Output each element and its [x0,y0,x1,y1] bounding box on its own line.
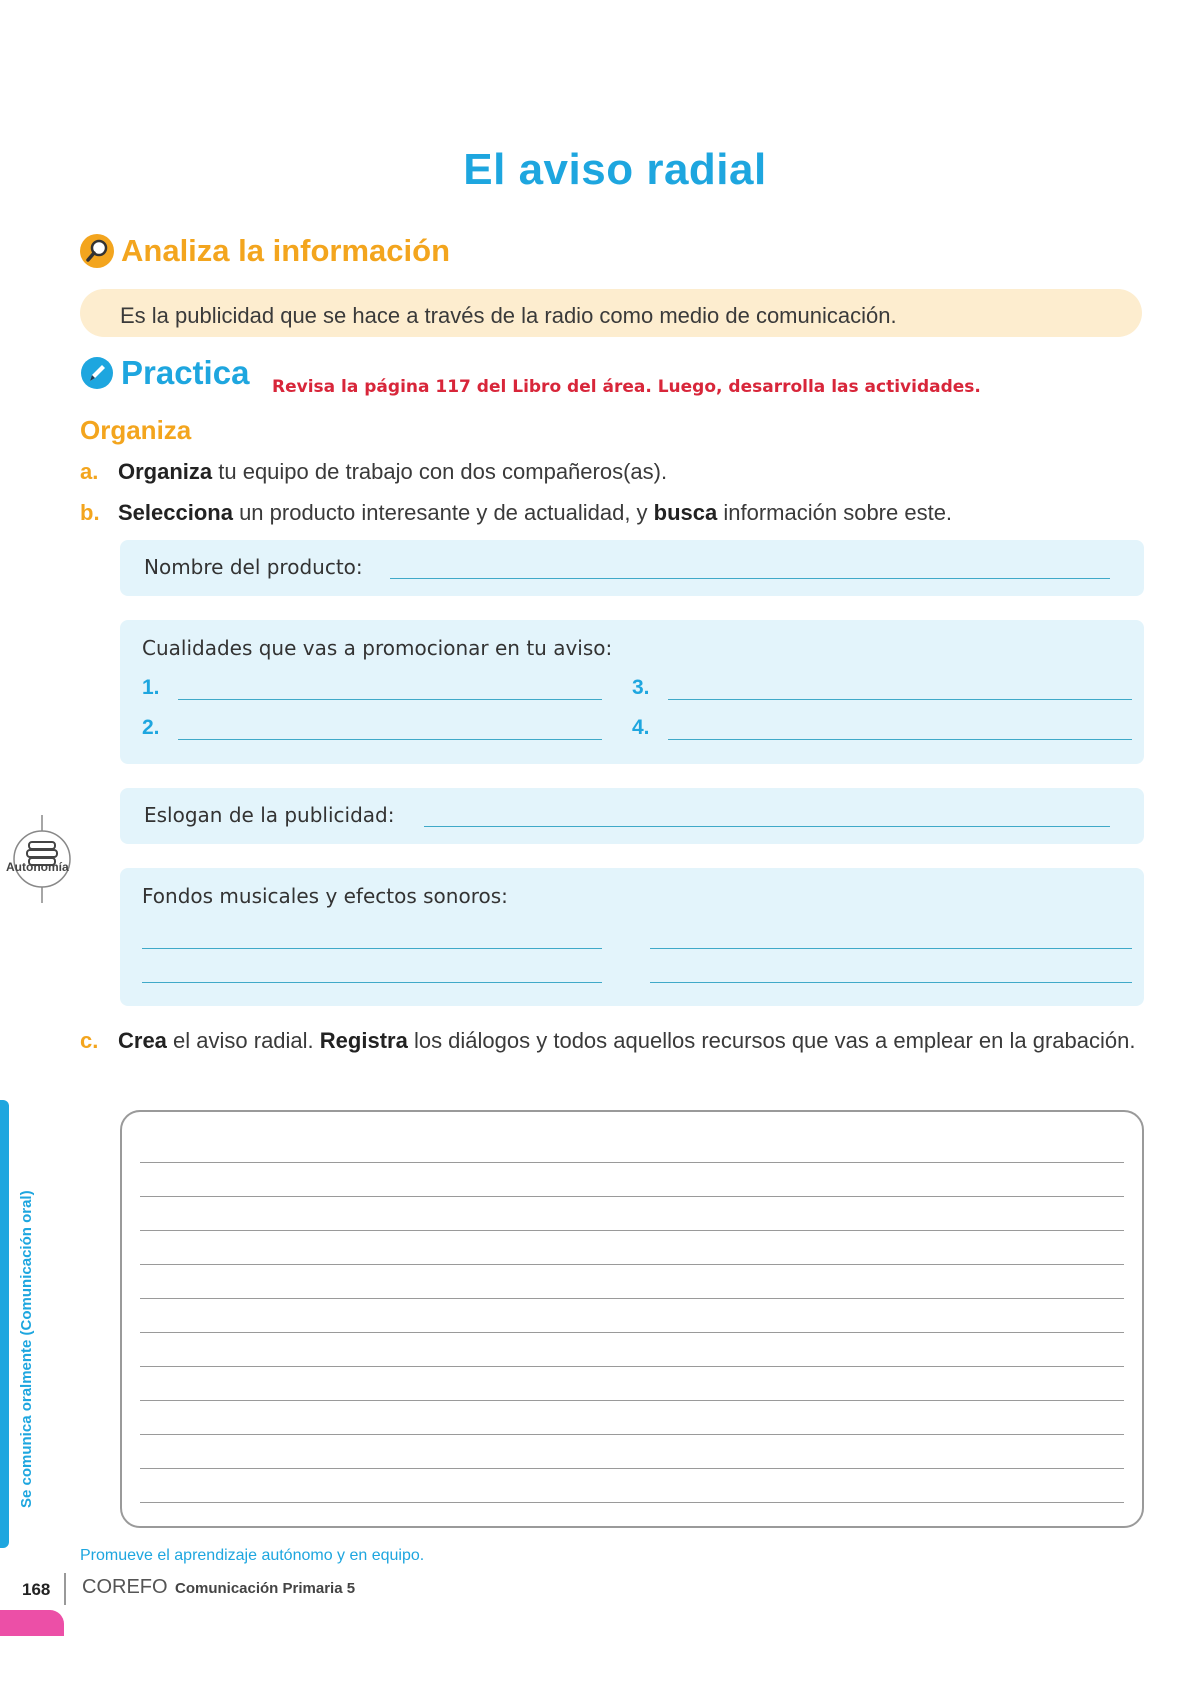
publisher-name: COREFO [82,1576,168,1598]
eslogan-label: Eslogan de la publicidad: [144,803,395,827]
fondos-line-1[interactable] [142,948,602,949]
writing-line [140,1230,1124,1231]
item-text: información sobre este. [717,500,953,525]
writing-line [140,1298,1124,1299]
producto-label: Nombre del producto: [144,555,363,579]
item-bold: busca [653,500,718,525]
item-a [80,459,667,485]
item-text: tu equipo de trabajo con dos compañeros(as). [212,459,668,484]
eslogan-input-line[interactable] [424,826,1110,827]
cualidad-num: 2. [142,716,160,739]
item-letter: a. [80,459,99,484]
book-title: Comunicación Primaria 5 [175,1580,356,1597]
practica-note: Revisa la página 117 del Libro del área. Luego, desarrolla las actividades. [272,377,981,397]
autonomia-label: Autonomía [6,860,69,874]
cualidad-line-2[interactable] [178,739,602,740]
writing-line [140,1264,1124,1265]
cualidad-line-3[interactable] [668,699,1132,700]
item-text: el aviso radial. [166,1028,320,1053]
writing-line [140,1400,1124,1401]
item-text: los diálogos y todos aquellos recursos que vas a emplear en la grabación. [407,1028,1136,1053]
item-text: un producto interesante y de actualidad, y [232,500,654,525]
item-bold: Organiza [118,459,213,484]
cualidades-label: Cualidades que vas a promocionar en tu aviso: [142,636,613,660]
practica-heading [80,354,249,392]
page-number: 168 [22,1580,51,1599]
cualidad-num: 1. [142,676,160,699]
writing-line [140,1502,1124,1503]
writing-area[interactable] [120,1110,1144,1528]
item-b [80,500,952,526]
side-vertical-text: Se comunica oralmente (Comunicación oral) [18,1190,35,1508]
item-letter: b. [80,500,100,525]
analiza-heading [80,233,450,269]
item-bold: Selecciona [118,500,233,525]
producto-input-line[interactable] [390,578,1110,579]
item-bold: Registra [319,1028,408,1053]
cualidad-num: 3. [632,676,650,699]
side-accent-bar [0,1100,9,1548]
cualidades-box [120,620,1144,764]
fondos-label: Fondos musicales y efectos sonoros: [142,884,508,908]
item-c [80,1025,1145,1056]
fondos-line-4[interactable] [650,982,1132,983]
cualidad-num: 4. [632,716,650,739]
pencil-icon [80,356,114,390]
organiza-heading: Organiza [80,415,192,445]
info-box: Es la publicidad que se hace a través de la radio como medio de comunicación. [80,289,1142,337]
item-letter: c. [80,1028,99,1053]
producto-box [120,540,1144,596]
page-tab [0,1610,64,1636]
page-title: El aviso radial [463,145,767,194]
analiza-heading-text: Analiza la información [121,233,451,268]
footer-divider [64,1573,66,1605]
writing-line [140,1434,1124,1435]
item-bold: Crea [118,1028,167,1053]
writing-line [140,1162,1124,1163]
practica-heading-text: Practica [121,354,250,391]
writing-line [140,1332,1124,1333]
writing-line [140,1196,1124,1197]
fondos-box [120,868,1144,1006]
footer-note: Promueve el aprendizaje autónomo y en equipo. [80,1547,425,1564]
magnifier-icon [80,234,114,268]
fondos-line-3[interactable] [142,982,602,983]
eslogan-box [120,788,1144,844]
fondos-line-2[interactable] [650,948,1132,949]
cualidad-line-4[interactable] [668,739,1132,740]
writing-line [140,1366,1124,1367]
cualidad-line-1[interactable] [178,699,602,700]
writing-line [140,1468,1124,1469]
